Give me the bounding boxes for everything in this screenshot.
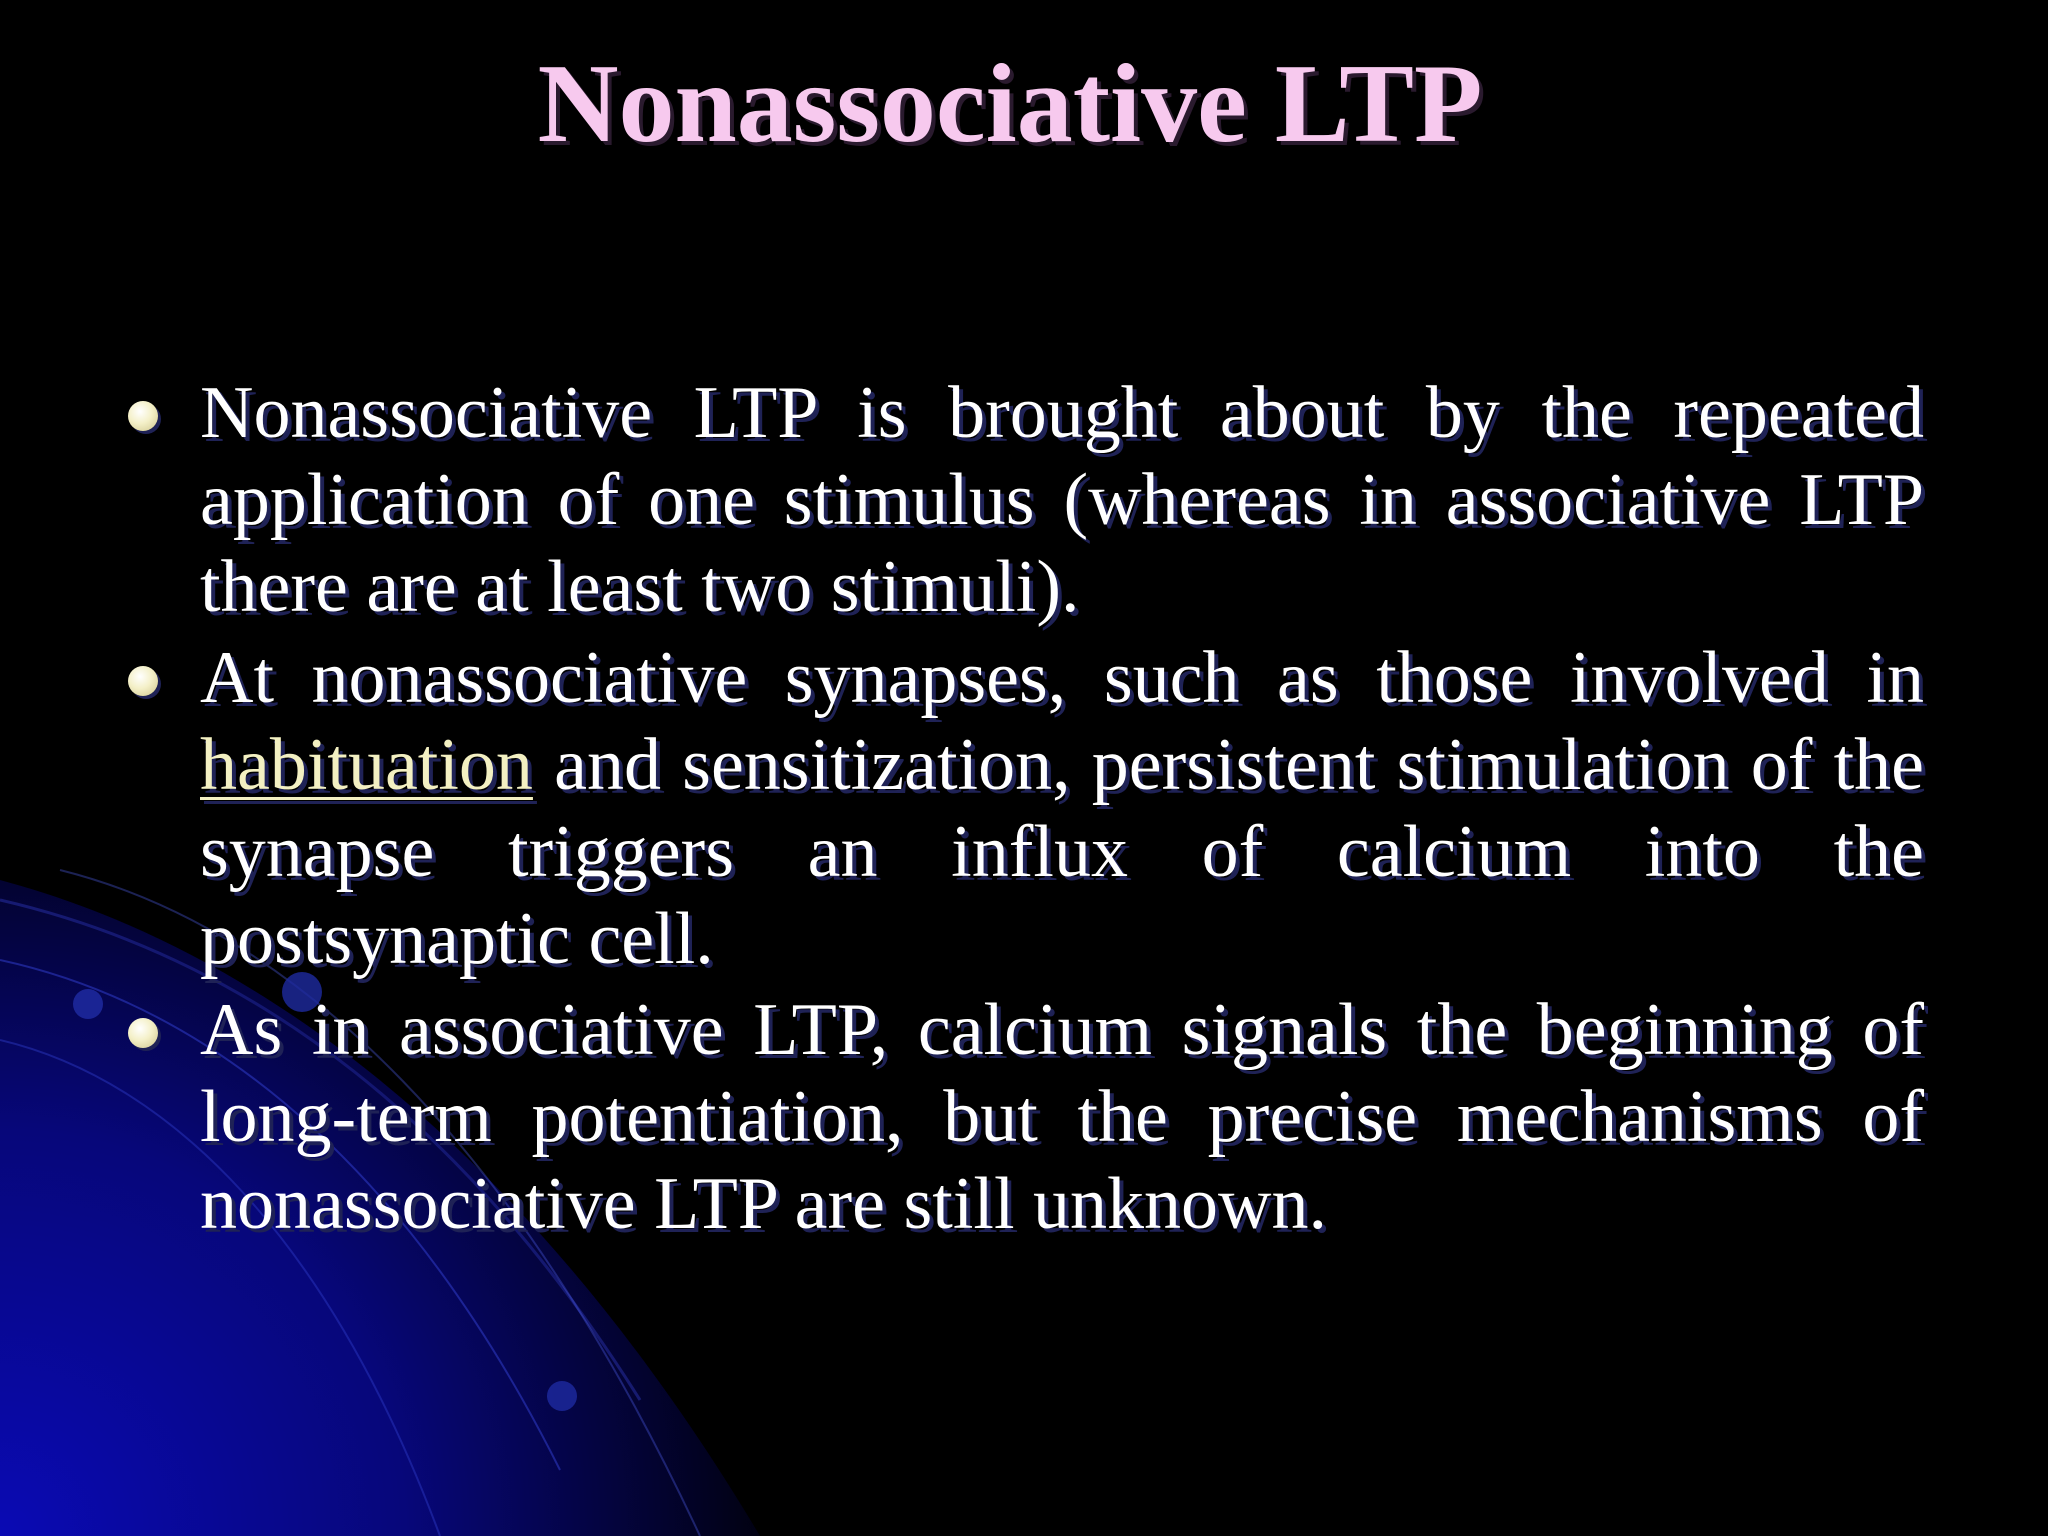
bullet-text: As in associative LTP, calcium signals the beginning of long-term potentiation, but the precise mechanisms of nonassociative LTP are still unknown.	[200, 989, 1924, 1245]
background-dot-1	[73, 989, 103, 1019]
bullet-item	[128, 370, 1924, 631]
bullet-item	[128, 635, 1924, 983]
bullet-dot-icon	[128, 401, 158, 431]
habituation-link[interactable]: habituation	[200, 724, 533, 806]
bullet-item	[128, 987, 1924, 1248]
slide-title: Nonassociative LTP	[537, 42, 1483, 166]
bullet-text-before-link: At nonassociative synapses, such as those involved in	[200, 637, 1924, 719]
background-dot-3	[547, 1381, 577, 1411]
bullet-text-after-link: and sensitization, persistent stimulation of the synapse triggers an influx of calcium into the postsynaptic cell.	[200, 724, 1924, 980]
bullet-list	[128, 370, 1924, 1252]
bullet-dot-icon	[128, 1018, 158, 1048]
bullet-text: Nonassociative LTP is brought about by the repeated application of one stimulus (whereas in associative LTP there are at least two stimuli).	[200, 372, 1924, 628]
bullet-dot-icon	[128, 666, 158, 696]
